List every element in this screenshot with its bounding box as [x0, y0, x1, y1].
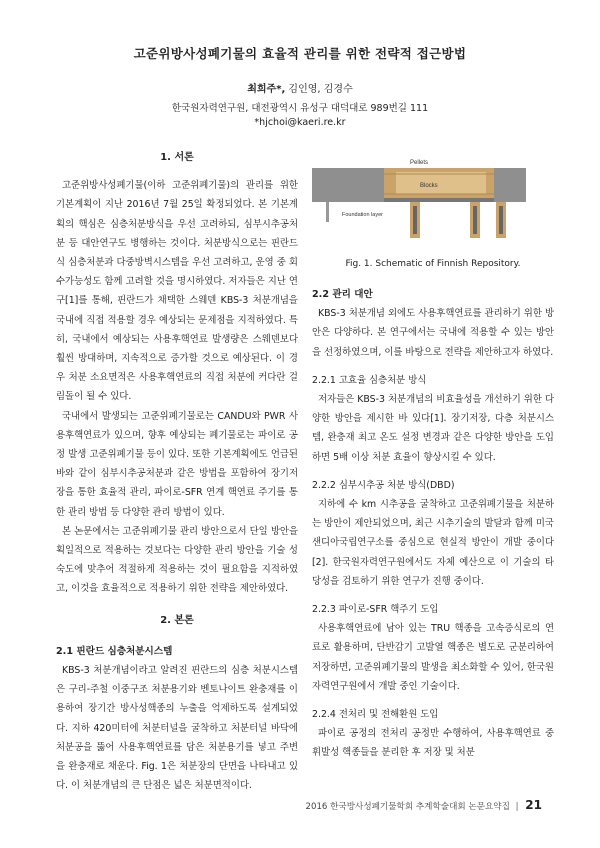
subsection-heading-2-2-4: 2.2.4 전처리 및 전해환원 도입	[312, 709, 439, 721]
intro-paragraph-3: 본 논문에서는 고준위폐기물 관리 방안으로서 단일 방안을 획일적으로 적용하는 것보다는 다양한 관리 방안을 기술 성숙도에 맞추어 적절하게 적용하는 것이 필요함을 지적하였고, 이것을 효율적으로 적용하기 위한 전략을 제안하였다.	[56, 525, 298, 595]
right-column	[312, 285, 554, 763]
footer-separator: |	[515, 802, 519, 812]
finnish-repository-figure	[312, 156, 526, 244]
label-blocks: Blocks	[420, 183, 438, 189]
page-number: 21	[525, 798, 542, 812]
section-heading-intro: 1. 서론	[160, 152, 194, 163]
subsection-2-1-paragraph: KBS-3 처분개념이라고 알려진 핀란드의 심층 처분시스템은 구리-주철 이중구조 처분용기와 벤토나이트 완충재를 이용하여 장기간 방사성핵종의 누출을 억제하도록 설계되었다. 지하 420미터에 처분터널을 굴착하고 처분터널 바닥에 처분공을 뚫어 사용후핵연료를 담은 처분용기를 넣고 주변을 완충재로 채운다. Fig. 1은 처분장의 단면을 나타내고 있다. 이 처분개념의 큰 단점은 넓은 처분면적이다.	[56, 665, 298, 792]
label-pellets: Pellets	[410, 160, 429, 166]
paper-title: 고준위방사성폐기물의 효율적 관리를 위한 전략적 접근방법	[133, 46, 467, 61]
corresponding-author: 최희주*,	[247, 84, 286, 95]
subsection-2-2-4-paragraph: 파이로 공정의 전처리 공정만 수행하여, 사용후핵연료 중 휘발성 핵종들을 분리한 후 저장 및 처분	[312, 728, 554, 759]
section-heading-body: 2. 본론	[160, 614, 194, 626]
figure-caption: Fig. 1. Schematic of Finnish Repository.	[345, 259, 521, 269]
blocks-region	[396, 172, 486, 194]
affiliation: 한국원자력연구원, 대전광역시 유성구 대덕대로 989번길 111	[171, 103, 429, 114]
intro-paragraph-1: 고준위방사성폐기물(이하 고준위폐기물)의 관리를 위한 기본계획이 지난 2016년 7월 25일 확정되었다. 본 기본계획의 핵심은 심층처분방식을 우선 고려하되, 심부시추공처분 등 대안연구도 병행하는 것이다. 처분방식으로는 핀란드식 심층처분과 다중방벽시스템을 우선 고려하고, 운영 중 회수가능성도 함께 고려할 것을 명시하였다. 저자들은 지난 연구[1]를 통해, 핀란드가 채택한 스웨덴 KBS-3 처분개념을 국내에 직접 적용할 경우 예상되는 문제점을 지적하였다. 특히, 국내에서 예상되는 사용후핵연료 발생량은 스웨덴보다 훨씬 방대하며, 지속적으로 증가할 것으로 예상된다. 이 경우 처분 소요면적은 사용후핵연료의 직접 처분에 커다란 걸림돌이 될 수 있다.	[56, 180, 298, 403]
page-footer	[306, 798, 542, 812]
subsection-heading-2-2-2: 2.2.2 심부시추공 처분 방식(DBD)	[312, 479, 455, 491]
footer-text: 2016 한국방사성폐기물학회 추계학술대회 논문요약집	[305, 802, 510, 812]
intro-paragraph-2: 국내에서 발생되는 고준위폐기물로는 CANDU와 PWR 사용후핵연료가 있으며, 향후 예상되는 폐기물로는 파이로 공정 발생 고준위폐기물 등이 있다. 또한 기본계획에도 언급된 바와 같이 심부시추공처분과 같은 방법을 포함하여 장기저장을 통한 효율적 관리, 파이로-SFR 연계 핵연료 주기를 통한 관리 방법 등 다양한 관리 방법이 있다.	[56, 410, 298, 518]
label-foundation: Foundation layer	[342, 212, 383, 218]
left-column	[56, 148, 298, 796]
author-line	[0, 80, 600, 95]
email: *hjchoi@kaeri.re.kr	[254, 117, 346, 128]
subsection-2-2-paragraph: KBS-3 처분개념 외에도 사용후핵연료를 관리하기 위한 방안은 다양하다. 본 연구에서는 국내에 적용할 수 있는 방안을 선정하였으며, 이를 바탕으로 전략을 제안하고자 하였다.	[312, 308, 554, 358]
co-authors: 김인영, 김경수	[285, 84, 353, 95]
subsection-2-2-1-paragraph: 저자들은 KBS-3 처분개념의 비효율성을 개선하기 위한 다양한 방안을 제시한 바 있다[1]. 장기저장, 다층 처분시스템, 완충재 최고 온도 설정 변경과 같은 다양한 방안을 도입하면 5배 이상 처분 효율이 향상시킬 수 있다.	[312, 394, 554, 463]
subsection-heading-2-1: 2.1 핀란드 심층처분시스템	[56, 645, 173, 657]
subsection-2-2-2-paragraph: 지하에 수 km 시추공을 굴착하고 고준위폐기물을 처분하는 방안이 제안되었으며, 최근 시추기술의 발달과 함께 미국 샌디아국립연구소를 중심으로 현실적 방안이 개발 중이다[2]. 한국원자력연구원에서도 자체 예산으로 이 기술의 타당성을 검토하기 위한 연구가 진행 중이다.	[312, 499, 554, 587]
subsection-heading-2-2: 2.2 관리 대안	[312, 289, 373, 300]
subsection-heading-2-2-1: 2.2.1 고효율 심층처분 방식	[312, 374, 427, 386]
repository-schematic	[312, 156, 526, 244]
subsection-2-2-3-paragraph: 사용후핵연료에 남아 있는 TRU 핵종을 고속증식로의 연료로 활용하며, 단반감기 고발열 핵종은 별도로 군분리하여 저장하면, 고준위폐기물의 발생을 최소화할 수 있어, 한국원자력연구원에서 개발 중인 기술이다.	[312, 623, 554, 692]
subsection-heading-2-2-3: 2.2.3 파이로-SFR 핵주기 도입	[312, 604, 439, 616]
